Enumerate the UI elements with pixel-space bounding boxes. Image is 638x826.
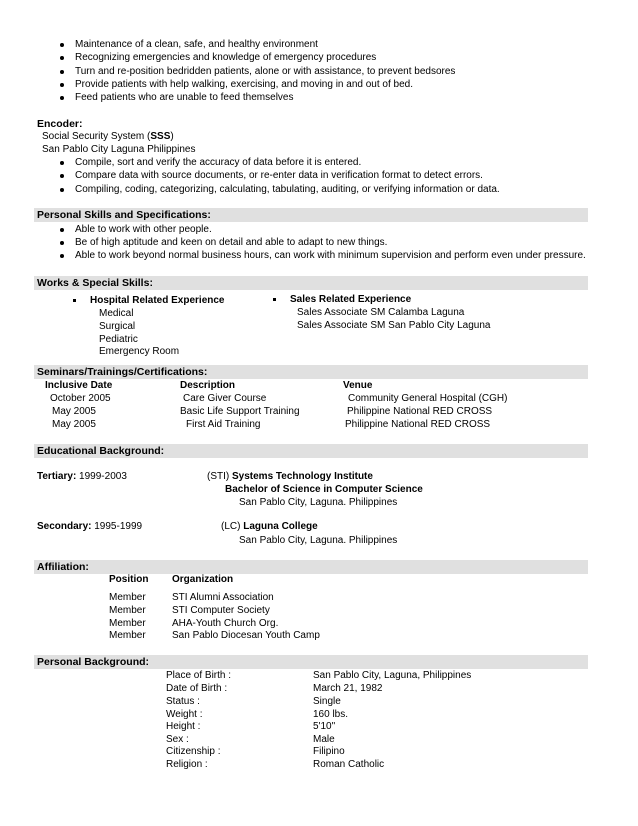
list-item: Able to work with other people. <box>75 224 212 236</box>
hospital-item: Medical <box>99 308 134 319</box>
affiliation-org: STI Alumni Association <box>172 592 274 603</box>
personal-value: 160 lbs. <box>313 709 349 720</box>
personal-label: Weight : <box>166 709 203 720</box>
affiliation-position: Member <box>109 630 146 641</box>
list-item: Turn and re-position bedridden patients, alone or with assistance, to prevent bedsores <box>75 66 455 78</box>
section-header-affiliation: Affiliation: <box>34 560 588 574</box>
section-header-personal-background: Personal Background: <box>34 655 588 669</box>
secondary-address: San Pablo City, Laguna. Philippines <box>239 535 398 546</box>
personal-value: Roman Catholic <box>313 759 385 770</box>
hospital-item: Emergency Room <box>99 346 180 357</box>
section-header-education: Educational Background: <box>34 444 588 458</box>
sales-experience-title: Sales Related Experience <box>290 294 411 306</box>
affiliation-position: Member <box>109 592 146 603</box>
hospital-item: Surgical <box>99 321 136 332</box>
tertiary-address: San Pablo City, Laguna. Philippines <box>239 497 398 508</box>
tertiary-school: (STI) Systems Technology Institute <box>207 471 373 482</box>
list-item: Provide patients with help walking, exercising, and moving in and out of bed. <box>75 79 413 91</box>
personal-label: Place of Birth : <box>166 670 232 681</box>
seminar-description: Basic Life Support Training <box>180 406 300 417</box>
affiliation-position: Member <box>109 605 146 616</box>
secondary-years: Secondary: 1995-1999 <box>37 521 143 532</box>
list-item: Feed patients who are unable to feed themselves <box>75 92 293 104</box>
list-item: Able to work beyond normal business hours, can work with minimum supervision and perform even under pressure. <box>75 250 586 262</box>
seminar-venue: Philippine National RED CROSS <box>345 419 491 430</box>
personal-value: Filipino <box>313 746 345 757</box>
encoder-company: Social Security System (SSS) <box>42 131 174 142</box>
section-header-personal-skills: Personal Skills and Specifications: <box>34 208 588 222</box>
personal-label: Date of Birth : <box>166 683 228 694</box>
seminar-date: October 2005 <box>50 393 111 404</box>
list-item: Compiling, coding, categorizing, calculating, tabulating, auditing, or verifying information or data. <box>75 184 500 196</box>
encoder-location: San Pablo City Laguna Philippines <box>42 144 196 155</box>
personal-value: Male <box>313 734 335 745</box>
affiliation-org: AHA-Youth Church Org. <box>172 618 279 629</box>
personal-value: 5'10" <box>313 721 336 732</box>
list-item: Compile, sort and verify the accuracy of data before it is entered. <box>75 157 361 169</box>
column-header-description: Description <box>180 380 236 391</box>
affiliation-org: San Pablo Diocesan Youth Camp <box>172 630 320 641</box>
personal-label: Citizenship : <box>166 746 221 757</box>
tertiary-degree: Bachelor of Science in Computer Science <box>225 484 423 495</box>
list-item: Maintenance of a clean, safe, and healthy environment <box>75 39 318 51</box>
seminar-date: May 2005 <box>52 406 96 417</box>
sales-item: Sales Associate SM San Pablo City Laguna <box>297 320 491 331</box>
column-header-position: Position <box>109 574 149 585</box>
hospital-item: Pediatric <box>99 334 138 345</box>
hospital-experience-title: Hospital Related Experience <box>90 295 225 307</box>
column-header-date: Inclusive Date <box>45 380 113 391</box>
affiliation-org: STI Computer Society <box>172 605 270 616</box>
seminar-date: May 2005 <box>52 419 96 430</box>
list-item: Compare data with source documents, or re-enter data in verification format to detect errors. <box>75 170 483 182</box>
personal-label: Religion : <box>166 759 208 770</box>
seminar-venue: Community General Hospital (CGH) <box>348 393 508 404</box>
seminar-venue: Philippine National RED CROSS <box>347 406 493 417</box>
column-header-venue: Venue <box>343 380 373 391</box>
seminar-description: Care Giver Course <box>183 393 267 404</box>
section-header-seminars: Seminars/Trainings/Certifications: <box>34 365 588 379</box>
personal-label: Status : <box>166 696 200 707</box>
personal-label: Height : <box>166 721 201 732</box>
list-item: Be of high aptitude and keen on detail and able to adapt to new things. <box>75 237 387 249</box>
seminar-description: First Aid Training <box>186 419 261 430</box>
secondary-school: (LC) Laguna College <box>221 521 318 532</box>
sales-item: Sales Associate SM Calamba Laguna <box>297 307 465 318</box>
affiliation-position: Member <box>109 618 146 629</box>
personal-value: San Pablo City, Laguna, Philippines <box>313 670 472 681</box>
tertiary-years: Tertiary: 1999-2003 <box>37 471 127 482</box>
section-header-works: Works & Special Skills: <box>34 276 588 290</box>
personal-value: Single <box>313 696 341 707</box>
encoder-heading: Encoder: <box>37 118 83 130</box>
column-header-organization: Organization <box>172 574 234 585</box>
personal-value: March 21, 1982 <box>313 683 383 694</box>
personal-label: Sex : <box>166 734 189 745</box>
list-item: Recognizing emergencies and knowledge of emergency procedures <box>75 52 376 64</box>
